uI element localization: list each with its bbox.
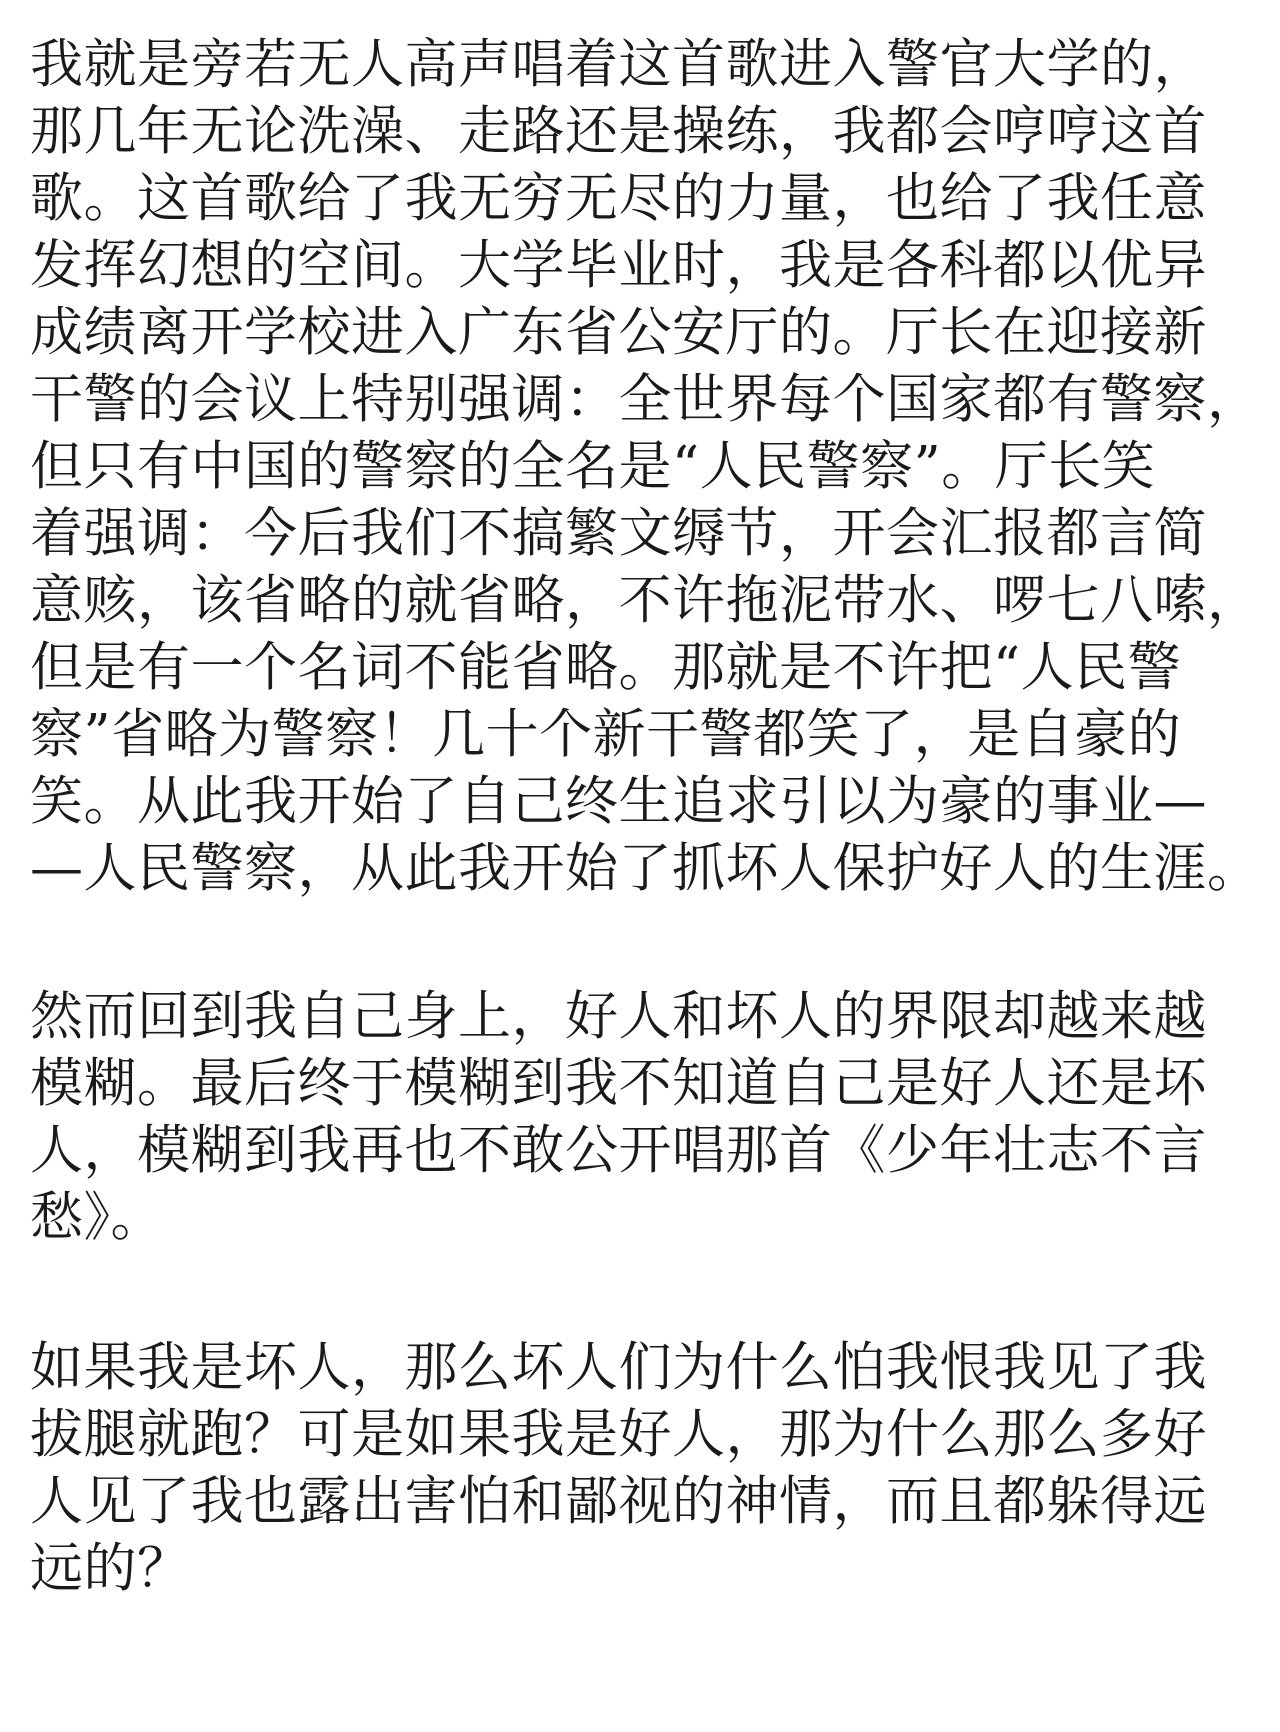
text-line: 发挥幻想的空间。大学毕业时，我是各科都以优异	[30, 235, 1207, 296]
text-line: 然而回到我自己身上，好人和坏人的界限却越来越	[30, 986, 1207, 1047]
text-line: 歌。这首歌给了我无穷无尽的力量，也给了我任意	[30, 168, 1207, 229]
text-line: 如果我是坏人，那么坏人们为什么怕我恨我见了我	[30, 1337, 1207, 1398]
text-line: 拔腿就跑？可是如果我是好人，那为什么那么多好	[30, 1404, 1207, 1465]
text-line: 远的？	[30, 1538, 191, 1599]
text-line: 人，模糊到我再也不敢公开唱那首《少年壮志不言	[30, 1120, 1207, 1181]
text-line: 我就是旁若无人高声唱着这首歌进入警官大学的，	[30, 34, 1207, 95]
text-line: 察”省略为警察！几十个新干警都笑了，是自豪的	[30, 704, 1182, 765]
text-line: 着强调：今后我们不搞繁文缛节，开会汇报都言简	[30, 503, 1207, 564]
text-line: 人见了我也露出害怕和鄙视的神情，而且都躲得远	[30, 1471, 1207, 1532]
text-line: 但只有中国的警察的全名是“人民警察”。厅长笑	[30, 436, 1156, 497]
text-line: 但是有一个名词不能省略。那就是不许把“人民警	[30, 637, 1182, 698]
text-line: 笑。从此我开始了自己终生追求引以为豪的事业—	[30, 771, 1207, 832]
text-line: 模糊。最后终于模糊到我不知道自己是好人还是坏	[30, 1053, 1207, 1114]
text-line: 愁》。	[30, 1187, 164, 1248]
text-line: 那几年无论洗澡、走路还是操练，我都会哼哼这首	[30, 101, 1207, 162]
text-line: 意赅，该省略的就省略，不许拖泥带水、啰七八嗦，	[30, 570, 1261, 631]
text-line: 成绩离开学校进入广东省公安厅的。厅长在迎接新	[30, 302, 1207, 363]
text-line: 干警的会议上特别强调：全世界每个国家都有警察，	[30, 369, 1261, 430]
text-line: —人民警察，从此我开始了抓坏人保护好人的生涯。	[30, 838, 1261, 899]
